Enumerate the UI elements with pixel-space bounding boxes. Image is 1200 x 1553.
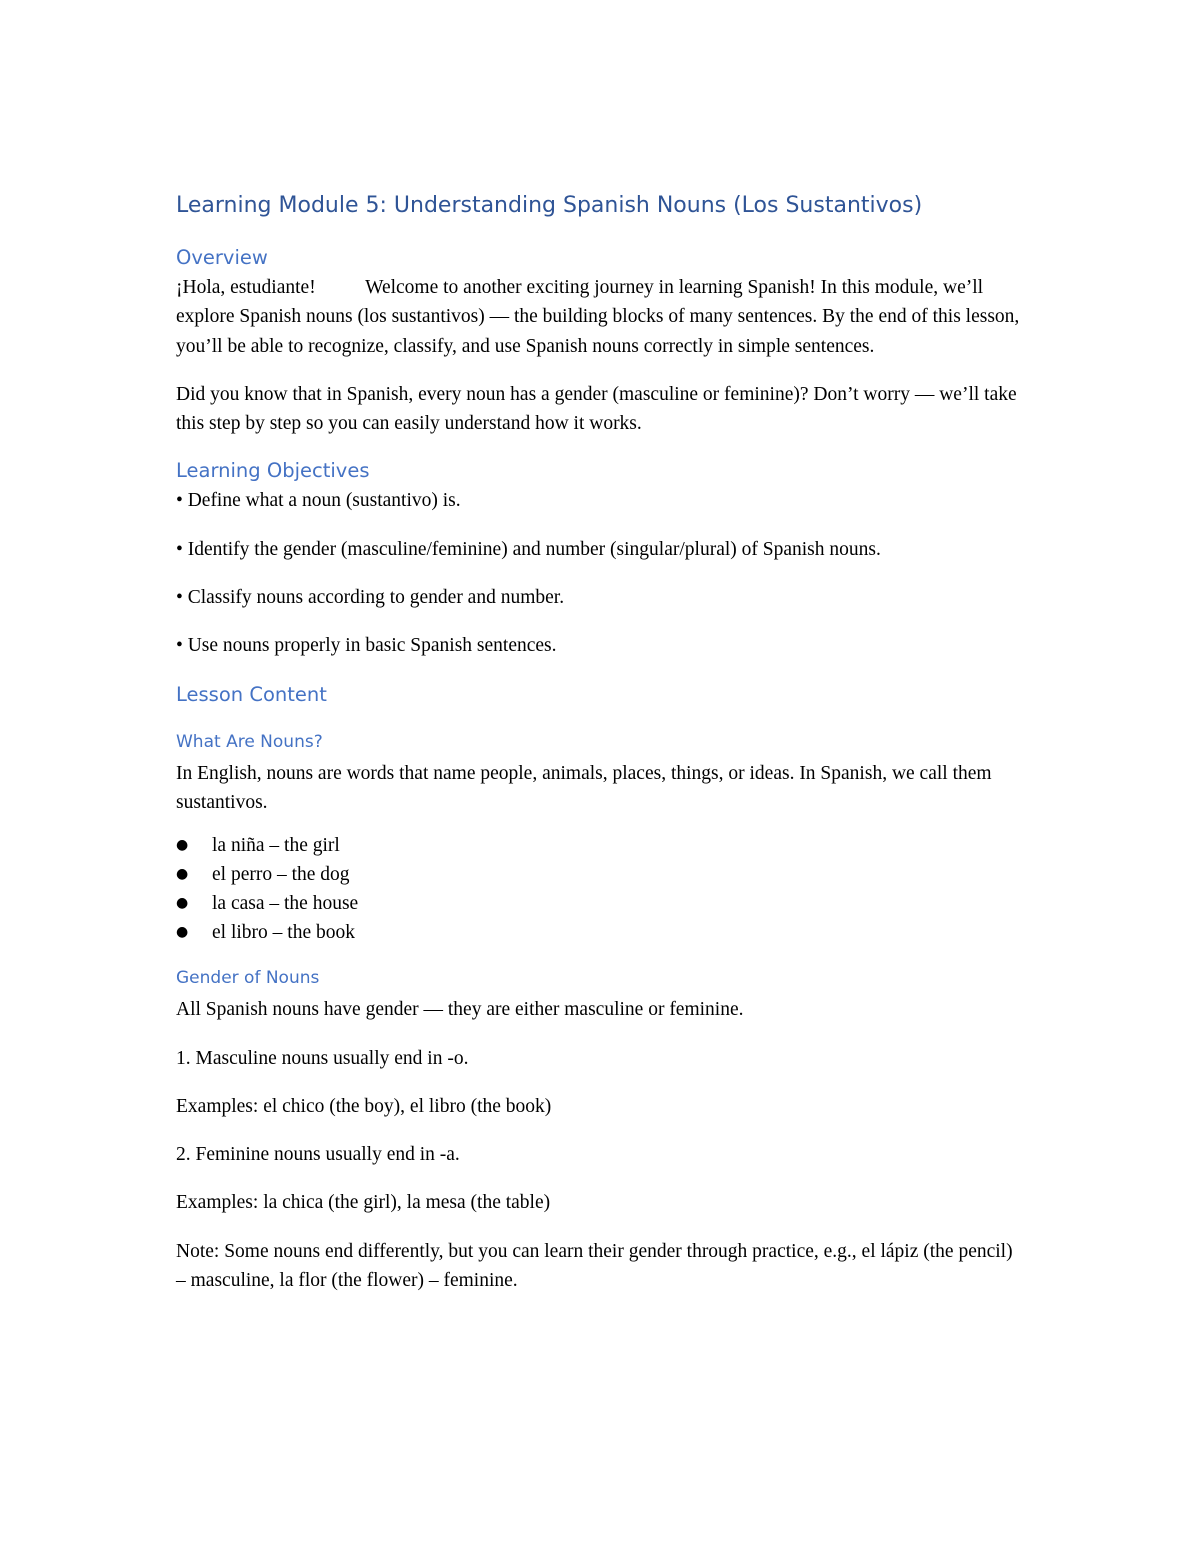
what-are-nouns-paragraph: In English, nouns are words that name people, animals, places, things, or ideas. In Spanish, we call them sustantivos. (176, 762, 992, 813)
what-are-nouns-heading: What Are Nouns? (176, 731, 323, 752)
objectives-heading: Learning Objectives (176, 459, 370, 483)
overview-paragraph-1 (176, 273, 1026, 361)
bullet-icon: ● (176, 866, 189, 883)
list-item (176, 918, 1026, 947)
gender-intro: All Spanish nouns have gender — they are either masculine or feminine. (176, 999, 744, 1021)
bullet-icon: ● (176, 895, 189, 912)
document-body (176, 186, 1026, 1314)
objective-item: • Identify the gender (masculine/feminine) and number (singular/plural) of Spanish nouns. (176, 538, 881, 560)
list-item (176, 889, 1026, 918)
page-title: Learning Module 5: Understanding Spanish Nouns (Los Sustantivos) (176, 193, 923, 218)
objective-item: • Classify nouns according to gender and number. (176, 587, 565, 609)
greeting-text: ¡Hola, estudiante! (176, 277, 316, 298)
noun-examples-list (176, 831, 1026, 947)
list-item (176, 831, 1026, 860)
gender-note: Note: Some nouns end differently, but you can learn their gender through practice, e.g., el lápiz (the pencil) – masculine, la flor (the flower) – feminine. (176, 1240, 1013, 1292)
bullet-icon: ● (176, 924, 189, 941)
list-item (176, 860, 1026, 889)
waving-hand-icon (321, 279, 361, 299)
lesson-content-heading: Lesson Content (176, 682, 327, 706)
bullet-icon: ● (176, 837, 189, 854)
list-item-text: la casa – the house (212, 893, 359, 915)
gender-of-nouns-heading: Gender of Nouns (176, 968, 320, 989)
overview-paragraph-1-text: Welcome to another exciting journey in learning Spanish! In this module, we’ll explore Spanish nouns (los sustantivos) — the building blocks of many sentences. By the end of this lesson, you’ll be able to recognize, classify, and use Spanish nouns correctly in simple sentences. (176, 277, 1020, 357)
feminine-rule: 2. Feminine nouns usually end in -a. (176, 1144, 460, 1166)
overview-paragraph-2: Did you know that in Spanish, every noun has a gender (masculine or feminine)? Don’t worry — we’ll take this step by step so you can easily understand how it works. (176, 383, 1017, 435)
overview-heading: Overview (176, 246, 268, 269)
objective-item: • Use nouns properly in basic Spanish sentences. (176, 635, 557, 657)
feminine-examples: Examples: la chica (the girl), la mesa (the table) (176, 1192, 551, 1214)
masculine-rule: 1. Masculine nouns usually end in -o. (176, 1047, 469, 1069)
list-item-text: la niña – the girl (212, 835, 340, 857)
list-item-text: el perro – the dog (212, 864, 350, 886)
list-item-text: el libro – the book (212, 922, 355, 944)
objective-item: • Define what a noun (sustantivo) is. (176, 490, 461, 512)
masculine-examples: Examples: el chico (the boy), el libro (the book) (176, 1095, 552, 1117)
